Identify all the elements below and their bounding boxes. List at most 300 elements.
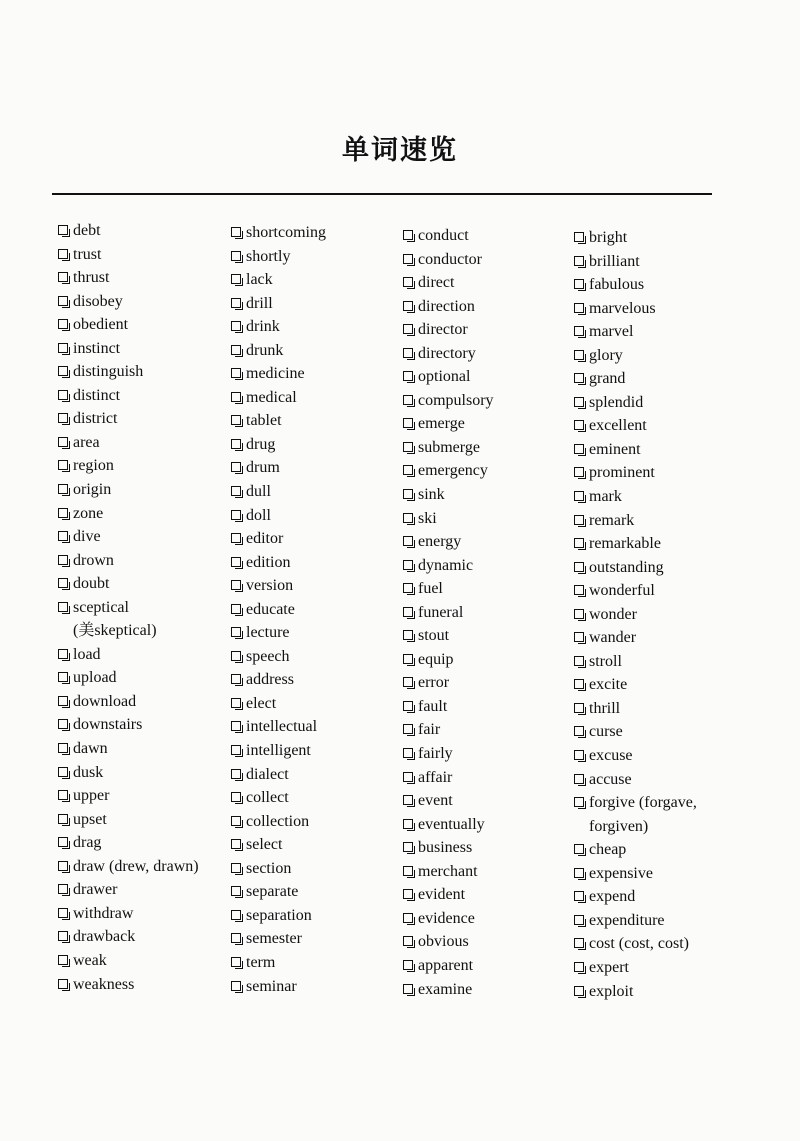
checkbox-icon [574, 397, 584, 407]
word-label: educate [246, 600, 295, 618]
word-label: lack [246, 271, 273, 289]
word-label: marvel [589, 323, 634, 341]
word-label: withdraw [73, 904, 134, 922]
word-label: intellectual [246, 718, 318, 736]
word-item [574, 556, 746, 580]
checkbox-icon [231, 415, 241, 425]
word-label: director [418, 321, 468, 339]
word-label: expensive [589, 864, 653, 882]
word-item [403, 318, 575, 342]
checkbox-icon [574, 868, 584, 878]
checkbox-icon [574, 750, 584, 760]
checkbox-icon [403, 724, 413, 734]
checkbox-icon [231, 981, 241, 991]
word-label: direct [418, 274, 455, 292]
word-item [231, 598, 403, 622]
checkbox-icon [574, 962, 584, 972]
checkbox-icon [403, 230, 413, 240]
checkbox-icon [58, 719, 68, 729]
word-label: trust [73, 245, 102, 263]
checkbox-icon [231, 933, 241, 943]
checkbox-icon [574, 679, 584, 689]
word-label: drug [246, 435, 276, 453]
word-label: fault [418, 697, 448, 715]
checkbox-icon [231, 957, 241, 967]
word-label: bright [589, 229, 628, 246]
checkbox-icon [574, 891, 584, 901]
word-label: dive [73, 528, 101, 546]
word-item [58, 572, 230, 596]
word-item [403, 624, 575, 648]
checkbox-icon [574, 444, 584, 454]
word-item [231, 645, 403, 669]
word-label: collection [246, 812, 310, 830]
word-label: drown [73, 551, 114, 569]
word-item [231, 763, 403, 787]
checkbox-icon [231, 627, 241, 637]
word-item [574, 367, 746, 391]
word-item [574, 438, 746, 462]
word-item [403, 530, 575, 554]
word-label: prominent [589, 464, 655, 482]
word-item [231, 951, 403, 975]
word-item [58, 290, 230, 314]
word-item [231, 245, 403, 269]
word-item [58, 502, 230, 526]
word-item [58, 690, 230, 714]
checkbox-icon [231, 910, 241, 920]
checkbox-icon [574, 938, 584, 948]
checkbox-icon [231, 557, 241, 567]
word-item [403, 389, 575, 413]
word-item [403, 836, 575, 860]
word-label: download [73, 692, 137, 710]
word-label: wonderful [589, 582, 655, 600]
word-label: curse [589, 723, 623, 741]
word-column-1 [58, 219, 230, 996]
word-label: instinct [73, 339, 121, 357]
word-label: area [73, 433, 100, 451]
checkbox-icon [403, 418, 413, 428]
word-label: excite [589, 676, 628, 694]
word-label: fairly [418, 745, 453, 763]
word-item [574, 980, 746, 1004]
word-label: merchant [418, 862, 478, 880]
checkbox-icon [58, 413, 68, 423]
word-item [58, 313, 230, 337]
word-label: upset [73, 810, 107, 828]
word-label: remarkable [589, 535, 661, 553]
checkbox-icon [58, 696, 68, 706]
checkbox-icon [231, 816, 241, 826]
word-label: dawn [73, 740, 108, 758]
word-item [231, 904, 403, 928]
word-item [58, 666, 230, 690]
checkbox-icon [231, 392, 241, 402]
word-item [403, 295, 575, 319]
checkbox-icon [574, 562, 584, 572]
word-item [58, 360, 230, 384]
word-item [574, 461, 746, 485]
checkbox-icon [58, 272, 68, 282]
word-label: fair [418, 721, 441, 739]
checkbox-icon [574, 585, 584, 595]
word-label: emergency [418, 462, 488, 480]
checkbox-icon [231, 368, 241, 378]
word-item [403, 601, 575, 625]
word-label: seminar [246, 977, 297, 995]
checkbox-icon [58, 649, 68, 659]
word-label: outstanding [589, 558, 664, 576]
checkbox-icon [58, 531, 68, 541]
word-item [403, 483, 575, 507]
checkbox-icon [231, 462, 241, 472]
word-item [58, 784, 230, 808]
checkbox-icon [403, 701, 413, 711]
checkbox-icon [58, 743, 68, 753]
word-label: disobey [73, 292, 123, 310]
checkbox-icon [231, 439, 241, 449]
checkbox-icon [231, 510, 241, 520]
word-item [231, 786, 403, 810]
checkbox-icon [574, 373, 584, 383]
checkbox-icon [403, 301, 413, 311]
checkbox-icon [403, 748, 413, 758]
word-item [574, 909, 746, 933]
checkbox-icon [574, 303, 584, 313]
word-label: drill [246, 294, 273, 312]
word-label: term [246, 953, 276, 971]
word-item [58, 219, 230, 243]
checkbox-icon [574, 726, 584, 736]
word-label: splendid [589, 393, 644, 411]
checkbox-icon [58, 837, 68, 847]
word-label: examine [418, 980, 473, 998]
word-item [574, 344, 746, 368]
checkbox-icon [58, 931, 68, 941]
word-label: upload [73, 669, 117, 687]
word-label: region [73, 457, 114, 475]
checkbox-icon [231, 604, 241, 614]
word-label: distinguish [73, 363, 144, 381]
checkbox-icon [231, 863, 241, 873]
word-item [231, 362, 403, 386]
word-label: zone [73, 504, 104, 522]
checkbox-icon [574, 915, 584, 925]
checkbox-icon [231, 792, 241, 802]
checkbox-icon [574, 420, 584, 430]
word-label: accuse [589, 770, 632, 788]
word-label: conduct [418, 227, 469, 244]
word-item [403, 860, 575, 884]
word-item [231, 386, 403, 410]
word-item [58, 949, 230, 973]
word-label: editor [246, 530, 284, 548]
word-label: obvious [418, 933, 469, 951]
word-item [403, 930, 575, 954]
checkbox-icon [403, 513, 413, 523]
checkbox-icon [574, 350, 584, 360]
word-column-4 [574, 226, 746, 1003]
word-label: collect [246, 789, 289, 807]
checkbox-icon [574, 986, 584, 996]
checkbox-icon [58, 390, 68, 400]
word-item [574, 838, 746, 862]
word-label: compulsory [418, 391, 494, 409]
word-label: stroll [589, 652, 622, 670]
word-label: expenditure [589, 911, 665, 929]
checkbox-icon [58, 672, 68, 682]
word-label: section [246, 859, 292, 877]
word-label: drag [73, 834, 102, 852]
word-item [58, 831, 230, 855]
page-title: 单词速览 [342, 135, 458, 166]
word-item [403, 412, 575, 436]
word-item [231, 975, 403, 999]
word-item [58, 855, 230, 879]
checkbox-icon [574, 703, 584, 713]
word-item [231, 715, 403, 739]
word-item [231, 339, 403, 363]
word-label: directory [418, 344, 476, 362]
word-item [574, 697, 746, 721]
word-item [403, 248, 575, 272]
word-item [403, 718, 575, 742]
word-item [58, 243, 230, 267]
checkbox-icon [231, 298, 241, 308]
word-item [403, 813, 575, 837]
checkbox-icon [403, 254, 413, 264]
word-label: speech [246, 647, 290, 665]
title-divider [52, 193, 712, 195]
word-label: medicine [246, 365, 305, 383]
word-item [403, 789, 575, 813]
word-item [403, 342, 575, 366]
word-item [574, 250, 746, 274]
checkbox-icon [231, 698, 241, 708]
checkbox-icon [403, 465, 413, 475]
checkbox-icon [403, 583, 413, 593]
word-item [58, 337, 230, 361]
word-label: event [418, 792, 453, 810]
checkbox-icon [403, 442, 413, 452]
word-item [58, 431, 230, 455]
word-label: downstairs [73, 716, 143, 734]
word-item [403, 648, 575, 672]
checkbox-icon [403, 866, 413, 876]
word-item [231, 551, 403, 575]
word-item [58, 808, 230, 832]
checkbox-icon [403, 324, 413, 334]
word-label: glory [589, 346, 623, 364]
checkbox-icon [231, 839, 241, 849]
checkbox-icon [574, 232, 584, 242]
word-label: draw (drew, drawn) [73, 857, 199, 875]
word-item [231, 221, 403, 245]
checkbox-icon [58, 790, 68, 800]
checkbox-icon [231, 274, 241, 284]
word-item [574, 391, 746, 415]
word-item [574, 673, 746, 697]
word-item [58, 407, 230, 431]
checkbox-icon [58, 319, 68, 329]
word-label: energy [418, 533, 462, 551]
word-item [231, 927, 403, 951]
checkbox-icon [58, 555, 68, 565]
checkbox-icon [403, 654, 413, 664]
word-item [231, 668, 403, 692]
word-item [574, 320, 746, 344]
word-label: expert [589, 958, 629, 976]
word-label: thrill [589, 699, 621, 717]
checkbox-icon [403, 795, 413, 805]
checkbox-icon [403, 560, 413, 570]
word-label: cheap [589, 841, 627, 859]
checkbox-icon [403, 348, 413, 358]
word-column-3 [403, 224, 575, 1001]
checkbox-icon [403, 536, 413, 546]
checkbox-icon [403, 913, 413, 923]
word-label: upper [73, 787, 110, 805]
checkbox-icon [58, 955, 68, 965]
word-label: weakness [73, 975, 135, 993]
word-item [231, 692, 403, 716]
word-label: dull [246, 483, 271, 501]
word-item [574, 932, 746, 956]
word-label: equip [418, 650, 454, 668]
word-label: excellent [589, 417, 647, 435]
checkbox-icon [58, 460, 68, 470]
word-label: separation [246, 906, 312, 924]
word-label: weak [73, 951, 107, 969]
checkbox-icon [574, 538, 584, 548]
checkbox-icon [231, 580, 241, 590]
word-item [231, 527, 403, 551]
word-label: district [73, 410, 118, 428]
word-item [58, 737, 230, 761]
word-item [58, 761, 230, 785]
checkbox-icon [231, 674, 241, 684]
checkbox-icon [403, 960, 413, 970]
word-item [403, 271, 575, 295]
word-label: excuse [589, 747, 633, 765]
word-item [403, 507, 575, 531]
word-label: ski [418, 509, 437, 527]
word-item [403, 577, 575, 601]
checkbox-icon [58, 767, 68, 777]
word-label: sceptical (美skeptical) [73, 598, 157, 640]
checkbox-icon [58, 437, 68, 447]
word-item [58, 525, 230, 549]
checkbox-icon [403, 842, 413, 852]
checkbox-icon [403, 489, 413, 499]
word-item [403, 695, 575, 719]
word-label: address [246, 671, 294, 689]
checkbox-icon [574, 797, 584, 807]
checkbox-icon [58, 225, 68, 235]
checkbox-icon [231, 321, 241, 331]
checkbox-icon [58, 979, 68, 989]
word-item [574, 650, 746, 674]
word-item [574, 297, 746, 321]
word-item [574, 885, 746, 909]
checkbox-icon [574, 609, 584, 619]
word-item [574, 768, 746, 792]
word-item [574, 744, 746, 768]
word-item [231, 739, 403, 763]
word-label: separate [246, 883, 299, 901]
word-item [574, 579, 746, 603]
word-label: load [73, 645, 101, 663]
word-label: error [418, 674, 450, 692]
word-item [403, 954, 575, 978]
word-label: drawback [73, 928, 136, 946]
checkbox-icon [231, 651, 241, 661]
word-label: origin [73, 481, 112, 499]
checkbox-icon [574, 326, 584, 336]
word-label: remark [589, 511, 635, 529]
checkbox-icon [231, 721, 241, 731]
word-item [231, 456, 403, 480]
word-label: lecture [246, 624, 290, 642]
word-item [574, 273, 746, 297]
word-item [58, 878, 230, 902]
word-label: wonder [589, 605, 637, 623]
checkbox-icon [574, 515, 584, 525]
checkbox-icon [403, 607, 413, 617]
word-label: cost (cost, cost) [589, 935, 689, 953]
word-label: eventually [418, 815, 485, 833]
word-label: grand [589, 370, 626, 388]
word-label: drum [246, 459, 280, 477]
word-item [231, 315, 403, 339]
word-item [574, 720, 746, 744]
word-label: medical [246, 388, 297, 406]
word-item [231, 268, 403, 292]
word-label: apparent [418, 956, 474, 974]
checkbox-icon [574, 656, 584, 666]
checkbox-icon [231, 227, 241, 237]
word-item [574, 532, 746, 556]
word-item [403, 978, 575, 1002]
checkbox-icon [574, 491, 584, 501]
checkbox-icon [58, 814, 68, 824]
checkbox-icon [58, 884, 68, 894]
checkbox-icon [58, 343, 68, 353]
word-item [574, 791, 746, 838]
word-label: stout [418, 627, 450, 645]
word-item [58, 478, 230, 502]
word-item [403, 766, 575, 790]
word-label: emerge [418, 415, 465, 433]
word-item [403, 883, 575, 907]
word-item [403, 907, 575, 931]
checkbox-icon [403, 395, 413, 405]
word-label: expend [589, 888, 636, 906]
word-item [231, 574, 403, 598]
word-item [231, 880, 403, 904]
word-item [58, 384, 230, 408]
word-label: evidence [418, 909, 475, 927]
word-label: doll [246, 506, 271, 524]
word-item [403, 671, 575, 695]
checkbox-icon [231, 486, 241, 496]
word-label: eminent [589, 440, 641, 458]
word-item [231, 433, 403, 457]
word-label: doubt [73, 575, 110, 593]
word-label: exploit [589, 982, 634, 1000]
checkbox-icon [403, 371, 413, 381]
